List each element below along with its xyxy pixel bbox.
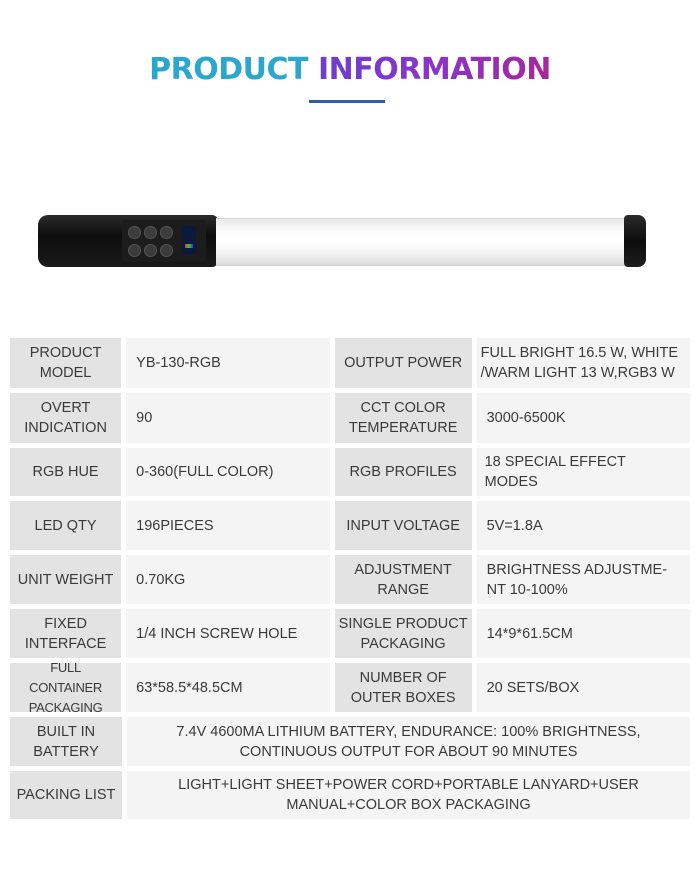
spec-label: LED QTY [10, 501, 121, 550]
spec-label: RGB PROFILES [335, 448, 472, 496]
control-button-icon [144, 226, 157, 239]
spec-row [10, 501, 690, 550]
spec-value: 196PIECES [126, 501, 330, 550]
display-screen [182, 226, 196, 254]
title-underline [309, 100, 385, 103]
spec-value: BRIGHTNESS ADJUSTME-NT 10-100% [477, 555, 690, 604]
page-header [0, 52, 700, 87]
spec-label: INPUT VOLTAGE [335, 501, 472, 550]
spec-value: 1/4 INCH SCREW HOLE [126, 609, 330, 658]
spec-label: SINGLE PRODUCT PACKAGING [335, 609, 472, 658]
spec-label: BUILT IN BATTERY [10, 717, 122, 766]
end-cap [624, 215, 646, 267]
spec-value: FULL BRIGHT 16.5 W, WHITE /WARM LIGHT 13 W,RGB3 W [477, 338, 690, 388]
spec-value: 90 [126, 393, 330, 443]
control-button-icon [160, 226, 173, 239]
spec-value: 5V=1.8A [477, 501, 690, 550]
spec-label: OUTPUT POWER [335, 338, 472, 388]
spec-label: CCT COLOR TEMPERATURE [335, 393, 472, 443]
spec-value: 0-360(FULL COLOR) [126, 448, 330, 496]
control-button-icon [128, 244, 141, 257]
spec-value: 20 SETS/BOX [477, 663, 690, 712]
control-panel [122, 220, 206, 262]
spec-value: 7.4V 4600MA LITHIUM BATTERY, ENDURANCE: 100% BRIGHTNESS, CONTINUOUS OUTPUT FOR ABOUT 90 MINUTES [127, 717, 690, 766]
spec-label: RGB HUE [10, 448, 121, 496]
spec-value: YB-130-RGB [126, 338, 330, 388]
spec-label: NUMBER OF OUTER BOXES [335, 663, 472, 712]
spec-label: FULL CONTAINER PACKAGING [10, 663, 121, 712]
spec-value: 18 SPECIAL EFFECT MODES [477, 448, 690, 496]
spec-row [10, 338, 690, 388]
spec-label: FIXED INTERFACE [10, 609, 121, 658]
spec-label: OVERT INDICATION [10, 393, 121, 443]
control-button-icon [144, 244, 157, 257]
spec-table [10, 338, 690, 824]
title-word-product: PRODUCT [149, 52, 309, 87]
spec-value: LIGHT+LIGHT SHEET+POWER CORD+PORTABLE LANYARD+USER MANUAL+COLOR BOX PACKAGING [127, 771, 690, 819]
spec-row [10, 555, 690, 604]
spec-row [10, 609, 690, 658]
spec-label: UNIT WEIGHT [10, 555, 121, 604]
spec-value: 3000-6500K [477, 393, 690, 443]
spec-row [10, 771, 690, 819]
spec-value: 0.70KG [126, 555, 330, 604]
spec-row [10, 448, 690, 496]
control-button-icon [128, 226, 141, 239]
spec-row [10, 659, 690, 715]
control-button-icon [160, 244, 173, 257]
product-image-light-wand [38, 212, 648, 272]
spec-value: 63*58.5*48.5CM [126, 663, 330, 712]
spec-value: 14*9*61.5CM [477, 609, 690, 658]
spec-label: PRODUCT MODEL [10, 338, 121, 388]
title-word-information: INFORMATION [317, 52, 551, 87]
spec-row [10, 393, 690, 443]
light-tube [216, 218, 626, 266]
spec-label: ADJUSTMENT RANGE [335, 555, 472, 604]
spec-label: PACKING LIST [10, 771, 122, 819]
spec-row [10, 717, 690, 766]
page-title [149, 52, 551, 87]
